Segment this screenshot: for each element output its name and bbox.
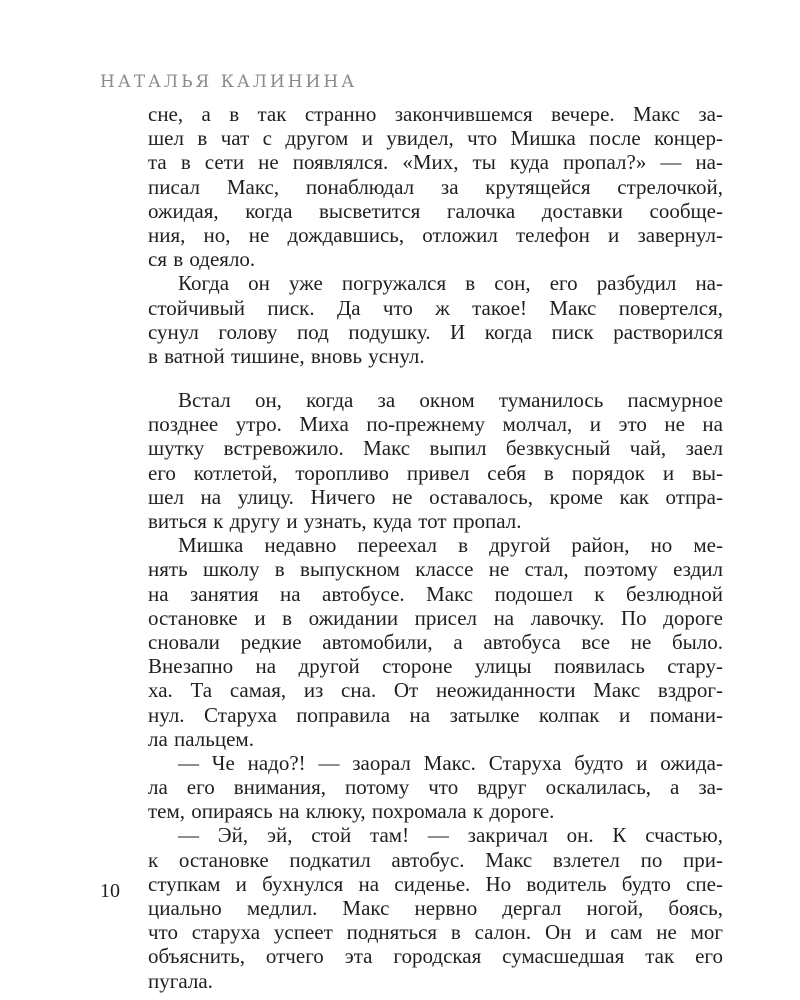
page-number: 10: [100, 880, 120, 902]
text-line: что старуха успеет подняться в салон. Он и сам не мог: [148, 920, 723, 945]
text-line: Внезапно на другой стороне улицы появилась стару-: [148, 654, 723, 679]
text-line: ния, но, не дождавшись, отложил телефон и завернул-: [148, 222, 723, 247]
text-line: к остановке подкатил автобус. Макс взлетел по при-: [148, 847, 723, 872]
text-line: сне, а в так странно закончившемся вечере. Макс за-: [148, 102, 723, 126]
text-line: шел на улицу. Ничего не оставалось, кроме как отпра-: [148, 484, 723, 509]
text-line: шутку встревожило. Макс выпил безвкусный чай, заел: [148, 436, 723, 461]
text-line: пугала.: [148, 968, 213, 993]
text-line: в ватной тишине, вновь уснул.: [148, 343, 425, 368]
text-line: та в сети не появлялся. «Мих, ты куда пропал?» — на-: [148, 150, 723, 175]
text-line: на занятия на автобусе. Макс подошел к безлюдной: [148, 581, 723, 606]
text-line: стойчивый писк. Да что ж такое! Макс повертелся,: [148, 295, 723, 320]
text-line: нять школу в выпускном классе не стал, поэтому ездил: [148, 557, 723, 582]
text-line: нул. Старуха поправила на затылке колпак и помани-: [148, 702, 723, 727]
text-line: виться к другу и узнать, куда тот пропал.: [148, 509, 522, 533]
text-line: — Эй, эй, стой там! — закричал он. К счастью,: [178, 823, 723, 848]
text-line: остановке и в ожидании присел на лавочку. По дороге: [148, 605, 723, 630]
text-line: ла пальцем.: [148, 726, 254, 751]
text-line: циально медлил. Макс нервно дергал ногой, боясь,: [148, 896, 723, 920]
text-line: Встал он, когда за окном туманилось пасмурное: [178, 388, 723, 413]
text-line: ха. Та самая, из сна. От неожиданности Макс вздрог-: [148, 678, 723, 703]
text-line: его котлетой, торопливо привел себя в порядок и вы-: [148, 460, 723, 485]
section-break: [148, 368, 723, 388]
text-line: Мишка недавно переехал в другой район, но ме-: [178, 533, 723, 558]
text-line: позднее утро. Миха по-прежнему молчал, и это не на: [148, 412, 723, 437]
body-text: [148, 102, 723, 993]
text-line: Когда он уже погружался в сон, его разбудил на-: [178, 271, 723, 296]
running-head: НАТАЛЬЯ КАЛИНИНА: [100, 72, 358, 92]
text-line: ожидая, когда высветится галочка доставки сообще-: [148, 198, 723, 223]
text-line: ла его внимания, потому что вдруг оскалилась, а за-: [148, 775, 723, 800]
text-line: — Че надо?! — заорал Макс. Старуха будто и ожида-: [178, 750, 723, 775]
text-line: сновали редкие автомобили, а автобуса все не было.: [148, 629, 723, 654]
text-line: тем, опираясь на клюку, похромала к дороге.: [148, 799, 555, 824]
text-line: сунул голову под подушку. И когда писк растворился: [148, 319, 723, 344]
text-line: объяснить, отчего эта городская сумасшедшая так его: [148, 944, 723, 969]
text-line: писал Макс, понаблюдал за крутящейся стрелочкой,: [148, 174, 723, 199]
text-line: шел в чат с другом и увидел, что Мишка после концер-: [148, 126, 723, 151]
text-line: ся в одеяло.: [148, 247, 256, 272]
text-line: ступкам и бухнулся на сиденье. Но водитель будто спе-: [148, 871, 723, 896]
